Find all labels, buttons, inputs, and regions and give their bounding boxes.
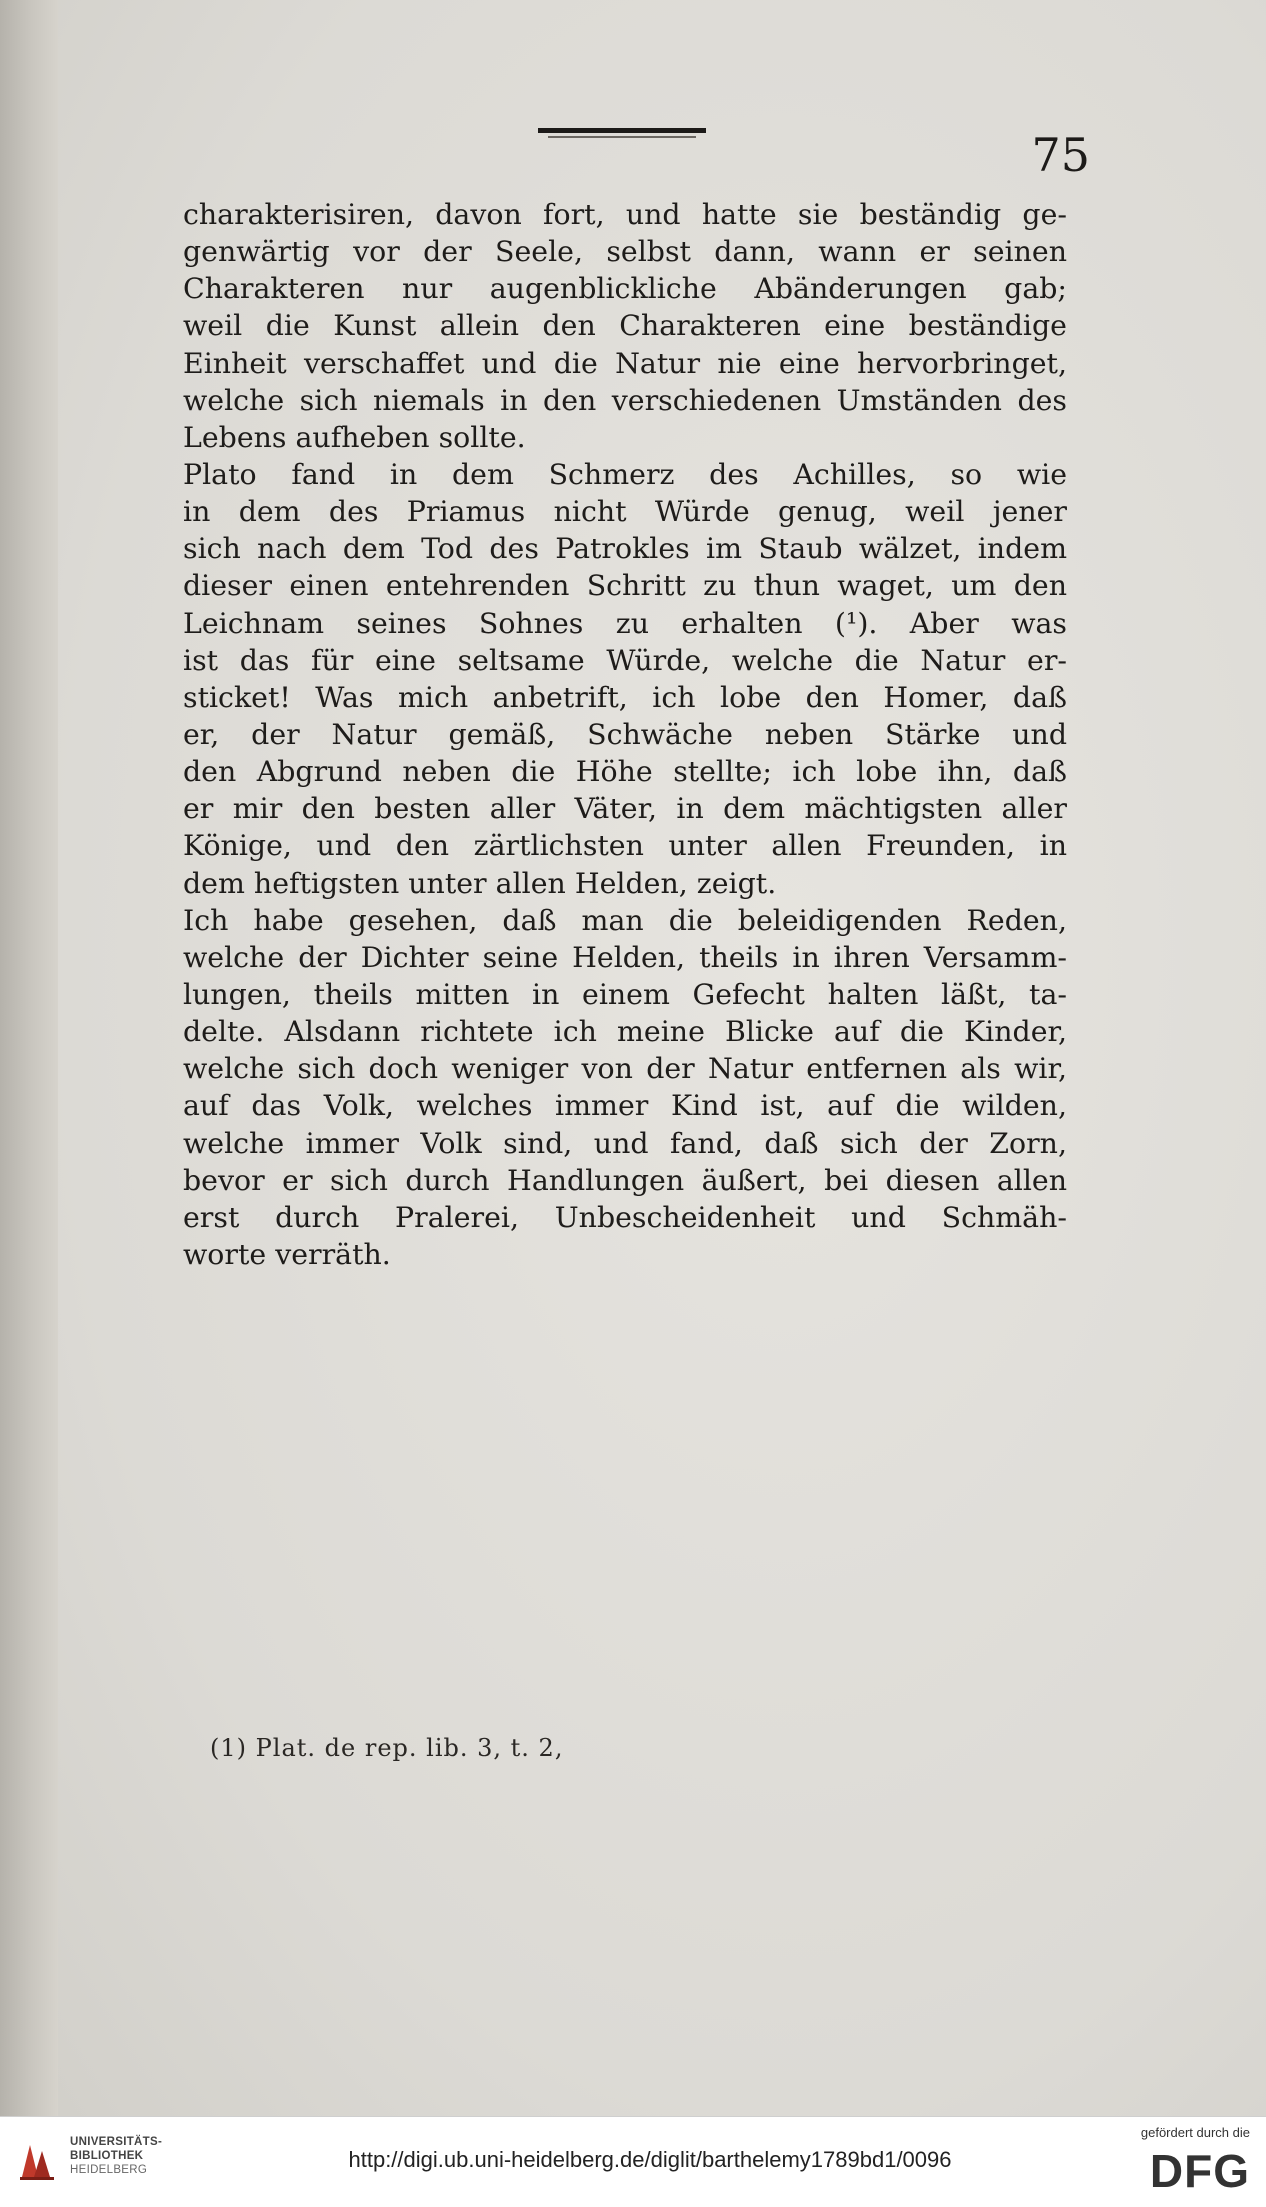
text-line: Ich habe gesehen, daß man die beleidigenden Reden, bbox=[183, 903, 1067, 937]
source-url-link[interactable]: http://digi.ub.uni-heidelberg.de/diglit/barthelemy1789bd1/0096 bbox=[348, 2147, 952, 2172]
text-line: er, der Natur gemäß, Schwäche neben Stärke und bbox=[183, 717, 1067, 751]
text-line: worte verräth. bbox=[183, 1237, 391, 1271]
text-line: bevor er sich durch Handlungen äußert, bei diesen allen bbox=[183, 1163, 1067, 1197]
library-name-line: HEIDELBERG bbox=[70, 2164, 148, 2176]
text-line: erst durch Pralerei, Unbescheidenheit und Schmäh- bbox=[183, 1200, 1067, 1234]
text-line: Könige, und den zärtlichsten unter allen Freunden, in bbox=[183, 829, 1067, 863]
text-line: in dem des Priamus nicht Würde genug, weil jener bbox=[183, 495, 1067, 529]
text-line: Lebens aufheben sollte. bbox=[183, 420, 526, 454]
university-library-logo-icon bbox=[14, 2137, 60, 2183]
text-line: Plato fand in dem Schmerz des Achilles, so wie bbox=[183, 457, 1067, 491]
text-line: auf das Volk, welches immer Kind ist, auf die wilden, bbox=[183, 1089, 1067, 1123]
text-line: Einheit verschaffet und die Natur nie eine hervorbringet, bbox=[183, 346, 1067, 380]
funder-caption: gefördert durch die bbox=[1140, 2125, 1250, 2140]
text-line: er mir den besten aller Väter, in dem mächtigsten aller bbox=[183, 792, 1067, 826]
book-spine-shadow bbox=[0, 0, 58, 2116]
page-number: 75 bbox=[1031, 128, 1090, 182]
footnote: (1) Plat. de rep. lib. 3, t. 2, bbox=[210, 1734, 564, 1762]
dfg-logo: DFG bbox=[1149, 2145, 1250, 2197]
footer-bar bbox=[0, 2116, 1266, 2207]
body-text bbox=[183, 196, 1067, 1273]
text-line: sich nach dem Tod des Patrokles im Staub wälzet, indem bbox=[183, 532, 1067, 566]
text-line: ist das für eine seltsame Würde, welche die Natur er- bbox=[183, 643, 1067, 677]
text-line: charakterisiren, davon fort, und hatte sie beständig ge- bbox=[183, 198, 1067, 231]
text-line: welche der Dichter seine Helden, theils in ihren Versamm- bbox=[183, 940, 1067, 974]
text-line: weil die Kunst allein den Charakteren eine beständige bbox=[183, 309, 1067, 343]
library-name-line: BIBLIOTHEK bbox=[70, 2150, 144, 2162]
library-name-line: UNIVERSITÄTS- bbox=[70, 2136, 163, 2148]
text-line: Charakteren nur augenblickliche Abänderungen gab; bbox=[183, 272, 1067, 306]
text-line: welche sich niemals in den verschiedenen Umständen des bbox=[183, 383, 1067, 417]
text-line: welche immer Volk sind, und fand, daß sich der Zorn, bbox=[183, 1126, 1067, 1160]
text-line: genwärtig vor der Seele, selbst dann, wann er seinen bbox=[183, 235, 1067, 269]
library-name bbox=[70, 2135, 162, 2177]
text-line: delte. Alsdann richtete ich meine Blicke auf die Kinder, bbox=[183, 1015, 1067, 1049]
text-line: welche sich doch weniger von der Natur entfernen als wir, bbox=[183, 1052, 1067, 1086]
text-line: dieser einen entehrenden Schritt zu thun waget, um den bbox=[183, 569, 1067, 603]
text-line: dem heftigsten unter allen Helden, zeigt. bbox=[183, 866, 777, 900]
text-line: sticket! Was mich anbetrift, ich lobe den Homer, daß bbox=[183, 680, 1067, 714]
text-line: Leichnam seines Sohnes zu erhalten (¹). Aber was bbox=[183, 606, 1067, 640]
text-line: lungen, theils mitten in einem Gefecht halten läßt, ta- bbox=[183, 977, 1067, 1011]
header-rule bbox=[538, 128, 706, 133]
text-line: den Abgrund neben die Höhe stellte; ich lobe ihn, daß bbox=[183, 755, 1067, 789]
